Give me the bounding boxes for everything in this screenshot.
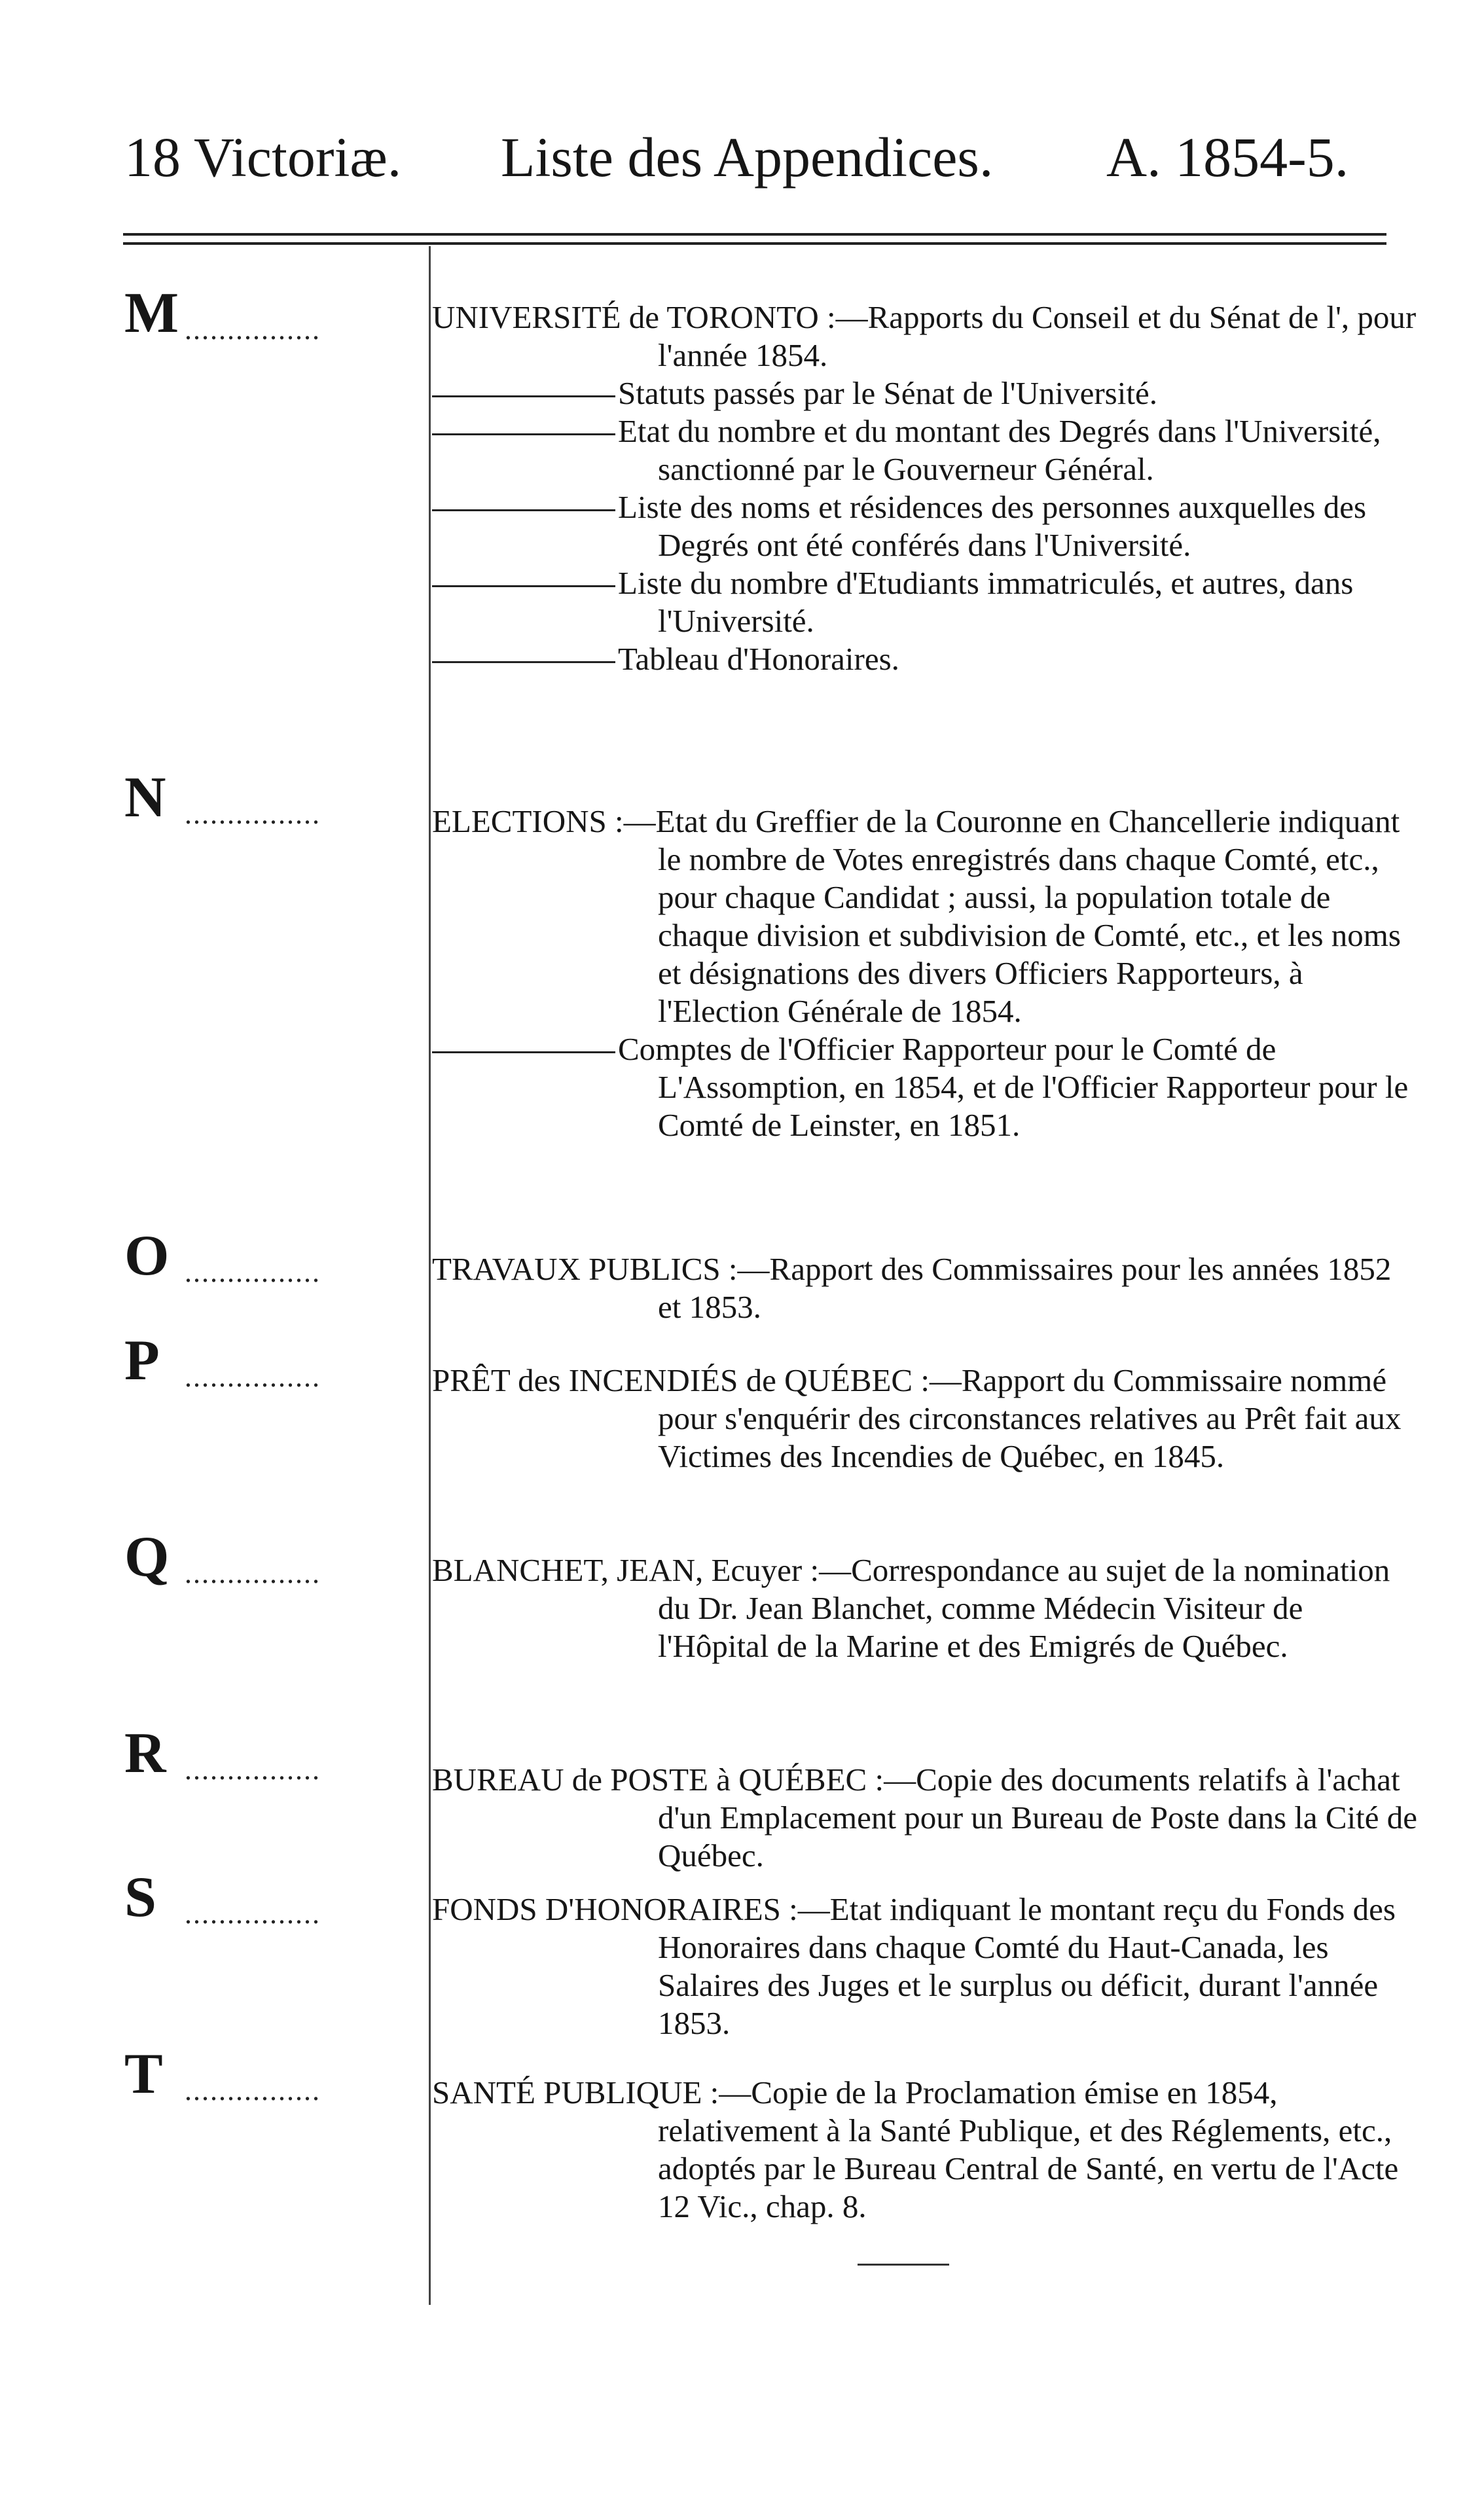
entry-letter: T [124,2042,163,2106]
entry-text [432,1891,1421,2042]
entry-main: FONDS D'HONORAIRES :—Etat indiquant le montant reçu du Fonds des Honoraires dans chaque Comté du Haut-Canada, les Salaires des Juges et le surplus ou déficit, durant l'année 1853. [432,1891,1396,2041]
closing-rule [858,2264,949,2266]
page-header [124,121,1407,193]
entry-letter: O [124,1224,170,1288]
entry-text [432,1761,1421,1875]
header-session: 18 Victoriæ. [124,126,402,189]
entry-text [432,803,1421,1144]
entry-main: PRÊT des INCENDIÉS de QUÉBEC :—Rapport du Commissaire nommé pour s'enquérir des circonstances relatives au Prêt fait aux Victimes des Incendies de Québec, en 1845. [432,1362,1402,1474]
entry-letter: R [124,1722,166,1785]
entry-text [432,1362,1421,1475]
entry-letter: P [124,1329,160,1392]
entry-text [432,299,1421,678]
entry-sub: Etat du nombre et du montant des Degrés dans l'Université, sanctionné par le Gouverneur Général. [432,412,1421,488]
header-title: Liste des Appendices. [501,126,994,189]
ditto-rule [432,395,615,397]
header-rule-top [123,233,1386,236]
ditto-rule [432,1051,615,1053]
dot-leader: ................ [185,316,321,344]
entry-main: ELECTIONS :—Etat du Greffier de la Couronne en Chancellerie indiquant le nombre de Votes enregistrés dans chaque Comté, etc., pour chaque Candidat ; aussi, la population totale de chaque division et subdivision de Comté, etc., et les noms et désignations des divers Officiers Rapporteurs, à l'Election Générale de 1854. [432,803,1401,1029]
entry-text [432,2074,1421,2226]
ditto-rule [432,661,615,663]
entry-letter: N [124,766,166,829]
dot-leader: ................ [185,800,321,829]
header-year: A. 1854-5. [1106,126,1349,189]
dot-leader: ................ [185,1900,321,1928]
dot-leader: ................ [185,1559,321,1588]
ditto-rule [432,585,615,587]
column-divider [429,246,431,2305]
ditto-rule [432,509,615,511]
entry-sub: Statuts passés par le Sénat de l'Université. [432,374,1421,412]
dot-leader: ................ [185,2076,321,2105]
ditto-rule [432,433,615,435]
entry-main: SANTÉ PUBLIQUE :—Copie de la Proclamation émise en 1854, relativement à la Santé Publique, et des Réglements, etc., adoptés par le Bureau Central de Santé, en vertu de l'Acte 12 Vic., chap. 8. [432,2074,1399,2224]
entry-text [432,1551,1421,1665]
dot-leader: ................ [185,1756,321,1784]
entry-main: TRAVAUX PUBLICS :—Rapport des Commissaires pour les années 1852 et 1853. [432,1251,1392,1325]
entry-letter: M [124,281,179,345]
entry-text [432,1250,1421,1326]
entry-sub: Comptes de l'Officier Rapporteur pour le Comté de L'Assomption, en 1854, et de l'Officier Rapporteur pour le Comté de Leinster, en 1851. [432,1030,1421,1144]
entry-sub: Liste des noms et résidences des personnes auxquelles des Degrés ont été conférés dans l'Université. [432,488,1421,564]
entry-letter: Q [124,1525,170,1589]
dot-leader: ................ [185,1363,321,1392]
entry-letter: S [124,1866,156,1929]
header-rule-bottom [123,242,1386,245]
entry-main: BLANCHET, JEAN, Ecuyer :—Correspondance au sujet de la nomination du Dr. Jean Blanchet, comme Médecin Visiteur de l'Hôpital de la Marine et des Emigrés de Québec. [432,1552,1390,1664]
entry-main: UNIVERSITÉ de TORONTO :—Rapports du Conseil et du Sénat de l', pour l'année 1854. [432,299,1417,373]
entry-sub: Tableau d'Honoraires. [432,640,1421,678]
entry-sub: Liste du nombre d'Etudiants immatriculés, et autres, dans l'Université. [432,564,1421,640]
entry-main: BUREAU de POSTE à QUÉBEC :—Copie des documents relatifs à l'achat d'un Emplacement pour un Bureau de Poste dans la Cité de Québec. [432,1762,1418,1873]
dot-leader: ................ [185,1258,321,1287]
